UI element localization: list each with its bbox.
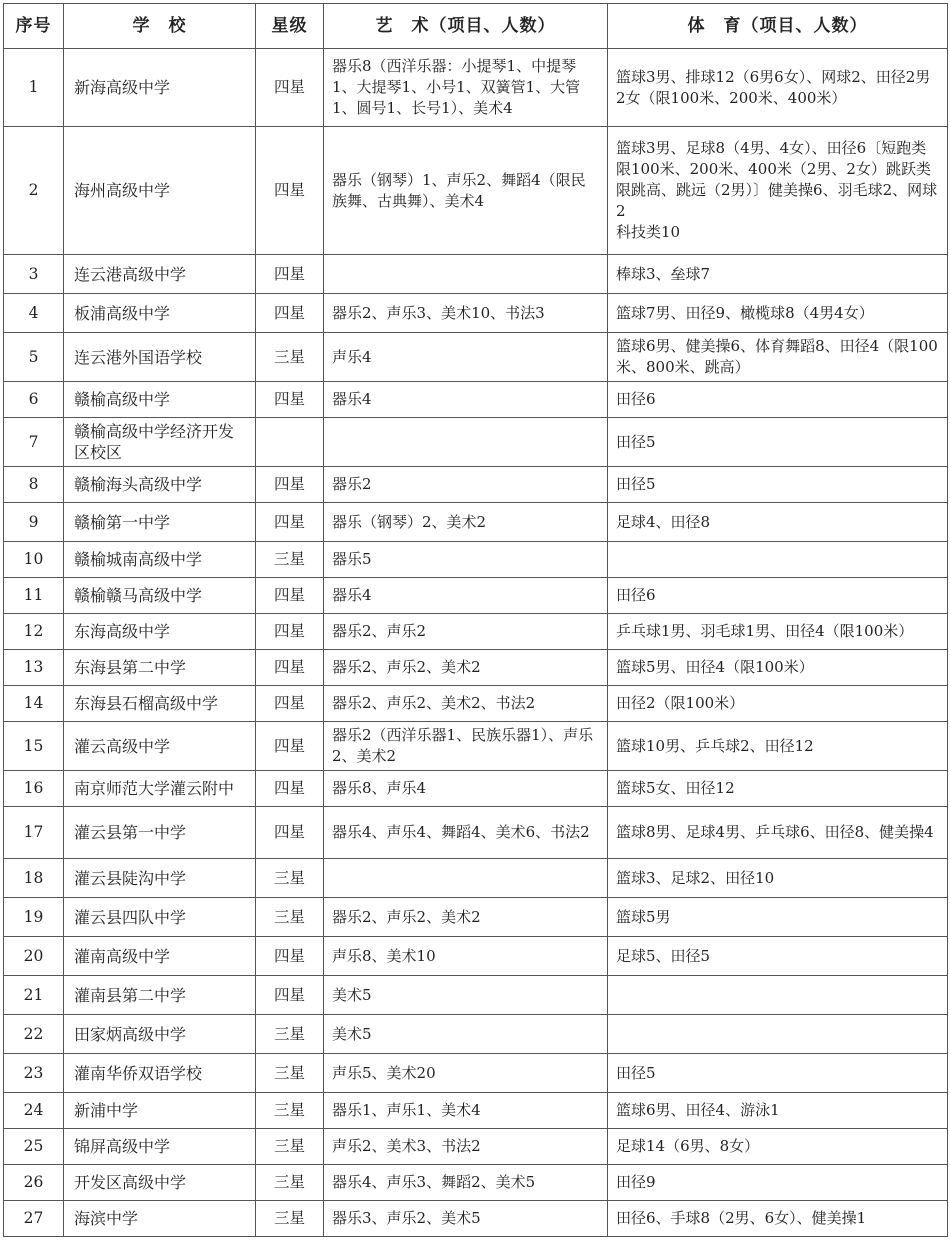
cell-star: 三星	[256, 859, 324, 898]
cell-sport: 篮球3男、排球12（6男6女）、网球2、田径2男2女（限100米、200米、400米）	[608, 49, 948, 127]
table-row	[4, 294, 948, 333]
cell-school: 东海县第二中学	[64, 650, 256, 686]
cell-art: 器乐2	[324, 467, 608, 503]
table-row	[4, 1015, 948, 1054]
cell-star: 四星	[256, 650, 324, 686]
table-row	[4, 467, 948, 503]
cell-school: 赣榆赣马高级中学	[64, 578, 256, 614]
cell-star: 三星	[256, 542, 324, 578]
cell-star: 三星	[256, 1129, 324, 1165]
cell-school: 灌南高级中学	[64, 937, 256, 976]
cell-star: 四星	[256, 614, 324, 650]
table-row	[4, 1129, 948, 1165]
cell-star: 四星	[256, 503, 324, 542]
cell-art	[324, 418, 608, 467]
cell-no: 15	[4, 722, 64, 771]
header-star: 星级	[256, 4, 324, 49]
cell-art	[324, 255, 608, 294]
cell-art: 器乐4、声乐4、舞蹈4、美术6、书法2	[324, 807, 608, 859]
cell-art: 器乐3、声乐2、美术5	[324, 1201, 608, 1237]
cell-sport: 田径9	[608, 1165, 948, 1201]
table-row	[4, 859, 948, 898]
cell-art: 器乐（钢琴）2、美术2	[324, 503, 608, 542]
cell-sport: 田径5	[608, 418, 948, 467]
cell-star	[256, 418, 324, 467]
table-row	[4, 771, 948, 807]
table-row	[4, 1054, 948, 1093]
cell-art: 器乐2、声乐3、美术10、书法3	[324, 294, 608, 333]
cell-school: 板浦高级中学	[64, 294, 256, 333]
cell-no: 6	[4, 382, 64, 418]
cell-no: 14	[4, 686, 64, 722]
cell-school: 赣榆高级中学	[64, 382, 256, 418]
cell-no: 8	[4, 467, 64, 503]
cell-school: 赣榆高级中学经济开发区校区	[64, 418, 256, 467]
cell-no: 3	[4, 255, 64, 294]
cell-star: 四星	[256, 382, 324, 418]
cell-sport: 足球5、田径5	[608, 937, 948, 976]
table-row	[4, 1093, 948, 1129]
cell-school: 连云港高级中学	[64, 255, 256, 294]
cell-art: 器乐（钢琴）1、声乐2、舞蹈4（限民族舞、古典舞）、美术4	[324, 127, 608, 255]
cell-school: 赣榆第一中学	[64, 503, 256, 542]
cell-no: 18	[4, 859, 64, 898]
cell-art: 声乐4	[324, 333, 608, 382]
table-row	[4, 1165, 948, 1201]
cell-art: 器乐8（西洋乐器：小提琴1、中提琴1、大提琴1、小号1、双簧管1、大管1、圆号1、长号1）、美术4	[324, 49, 608, 127]
cell-school: 赣榆海头高级中学	[64, 467, 256, 503]
cell-school: 连云港外国语学校	[64, 333, 256, 382]
cell-art: 器乐2（西洋乐器1、民族乐器1）、声乐2、美术2	[324, 722, 608, 771]
cell-no: 27	[4, 1201, 64, 1237]
cell-school: 灌南华侨双语学校	[64, 1054, 256, 1093]
cell-sport: 篮球5女、田径12	[608, 771, 948, 807]
cell-school: 灌云县四队中学	[64, 898, 256, 937]
cell-no: 16	[4, 771, 64, 807]
cell-star: 四星	[256, 807, 324, 859]
table-row	[4, 127, 948, 255]
cell-sport: 乒乓球1男、羽毛球1男、田径4（限100米）	[608, 614, 948, 650]
cell-art: 器乐4、声乐3、舞蹈2、美术5	[324, 1165, 608, 1201]
cell-no: 10	[4, 542, 64, 578]
cell-sport: 篮球5男、田径4（限100米）	[608, 650, 948, 686]
header-art: 艺 术（项目、人数）	[324, 4, 608, 49]
table-row	[4, 255, 948, 294]
cell-star: 三星	[256, 1093, 324, 1129]
cell-school: 灌云高级中学	[64, 722, 256, 771]
cell-sport: 篮球8男、足球4男、乒乓球6、田径8、健美操4	[608, 807, 948, 859]
cell-star: 四星	[256, 294, 324, 333]
cell-star: 四星	[256, 722, 324, 771]
cell-art: 声乐2、美术3、书法2	[324, 1129, 608, 1165]
cell-school: 南京师范大学灌云附中	[64, 771, 256, 807]
cell-art: 声乐5、美术20	[324, 1054, 608, 1093]
cell-sport	[608, 542, 948, 578]
cell-no: 20	[4, 937, 64, 976]
cell-art: 美术5	[324, 1015, 608, 1054]
cell-no: 7	[4, 418, 64, 467]
cell-art: 器乐5	[324, 542, 608, 578]
cell-sport: 田径6	[608, 382, 948, 418]
cell-art: 器乐2、声乐2	[324, 614, 608, 650]
cell-no: 21	[4, 976, 64, 1015]
cell-school: 锦屏高级中学	[64, 1129, 256, 1165]
cell-no: 25	[4, 1129, 64, 1165]
cell-star: 四星	[256, 686, 324, 722]
cell-sport: 田径5	[608, 1054, 948, 1093]
table-row	[4, 686, 948, 722]
cell-sport: 篮球5男	[608, 898, 948, 937]
table-header-row	[4, 4, 948, 49]
header-no: 序号	[4, 4, 64, 49]
table-body	[4, 49, 948, 1237]
cell-star: 四星	[256, 255, 324, 294]
table-row	[4, 333, 948, 382]
cell-no: 1	[4, 49, 64, 127]
cell-no: 5	[4, 333, 64, 382]
cell-no: 23	[4, 1054, 64, 1093]
cell-school: 新海高级中学	[64, 49, 256, 127]
cell-star: 四星	[256, 578, 324, 614]
cell-no: 2	[4, 127, 64, 255]
cell-no: 11	[4, 578, 64, 614]
cell-no: 17	[4, 807, 64, 859]
cell-star: 四星	[256, 976, 324, 1015]
cell-school: 灌云县第一中学	[64, 807, 256, 859]
cell-art: 器乐2、声乐2、美术2、书法2	[324, 686, 608, 722]
cell-star: 三星	[256, 333, 324, 382]
cell-star: 三星	[256, 1054, 324, 1093]
cell-sport: 田径2（限100米）	[608, 686, 948, 722]
cell-art: 声乐8、美术10	[324, 937, 608, 976]
cell-sport: 篮球6男、健美操6、体育舞蹈8、田径4（限100米、800米、跳高）	[608, 333, 948, 382]
cell-star: 三星	[256, 1015, 324, 1054]
cell-art: 器乐8、声乐4	[324, 771, 608, 807]
schools-table-container	[3, 3, 947, 1237]
cell-no: 4	[4, 294, 64, 333]
cell-art: 器乐1、声乐1、美术4	[324, 1093, 608, 1129]
cell-school: 东海县石榴高级中学	[64, 686, 256, 722]
cell-school: 灌云县陡沟中学	[64, 859, 256, 898]
table-row	[4, 418, 948, 467]
table-row	[4, 976, 948, 1015]
cell-sport: 篮球6男、田径4、游泳1	[608, 1093, 948, 1129]
cell-no: 13	[4, 650, 64, 686]
cell-sport: 足球4、田径8	[608, 503, 948, 542]
table-row	[4, 1201, 948, 1237]
table-row	[4, 722, 948, 771]
cell-star: 四星	[256, 127, 324, 255]
cell-art: 器乐4	[324, 578, 608, 614]
cell-school: 东海高级中学	[64, 614, 256, 650]
cell-school: 海州高级中学	[64, 127, 256, 255]
cell-school: 海滨中学	[64, 1201, 256, 1237]
cell-sport: 棒球3、垒球7	[608, 255, 948, 294]
cell-school: 田家炳高级中学	[64, 1015, 256, 1054]
table-row	[4, 542, 948, 578]
cell-art: 器乐2、声乐2、美术2	[324, 650, 608, 686]
cell-no: 24	[4, 1093, 64, 1129]
table-row	[4, 578, 948, 614]
cell-school: 灌南县第二中学	[64, 976, 256, 1015]
cell-sport	[608, 1015, 948, 1054]
table-row	[4, 382, 948, 418]
cell-art: 美术5	[324, 976, 608, 1015]
cell-art: 器乐4	[324, 382, 608, 418]
table-row	[4, 650, 948, 686]
cell-star: 四星	[256, 49, 324, 127]
table-row	[4, 503, 948, 542]
cell-school: 开发区高级中学	[64, 1165, 256, 1201]
cell-art: 器乐2、声乐2、美术2	[324, 898, 608, 937]
cell-no: 19	[4, 898, 64, 937]
cell-star: 四星	[256, 771, 324, 807]
cell-no: 22	[4, 1015, 64, 1054]
cell-sport: 足球14（6男、8女）	[608, 1129, 948, 1165]
cell-star: 四星	[256, 467, 324, 503]
cell-no: 9	[4, 503, 64, 542]
cell-sport: 田径6、手球8（2男、6女）、健美操1	[608, 1201, 948, 1237]
table-row	[4, 807, 948, 859]
cell-school: 新浦中学	[64, 1093, 256, 1129]
cell-art	[324, 859, 608, 898]
cell-sport: 田径5	[608, 467, 948, 503]
cell-sport: 田径6	[608, 578, 948, 614]
header-school: 学 校	[64, 4, 256, 49]
cell-sport	[608, 976, 948, 1015]
cell-sport: 篮球7男、田径9、橄榄球8（4男4女）	[608, 294, 948, 333]
table-row	[4, 937, 948, 976]
table-row	[4, 49, 948, 127]
cell-star: 三星	[256, 898, 324, 937]
cell-star: 四星	[256, 937, 324, 976]
table-row	[4, 898, 948, 937]
cell-sport: 篮球3男、足球8（4男、4女）、田径6〔短跑类限100米、200米、400米（2男、2女）跳跃类限跳高、跳远（2男）〕健美操6、羽毛球2、网球2 科技类10	[608, 127, 948, 255]
header-sport: 体 育（项目、人数）	[608, 4, 948, 49]
cell-no: 26	[4, 1165, 64, 1201]
table-row	[4, 614, 948, 650]
cell-star: 三星	[256, 1201, 324, 1237]
cell-no: 12	[4, 614, 64, 650]
cell-star: 三星	[256, 1165, 324, 1201]
cell-school: 赣榆城南高级中学	[64, 542, 256, 578]
cell-sport: 篮球10男、乒乓球2、田径12	[608, 722, 948, 771]
schools-table	[3, 3, 948, 1237]
cell-sport: 篮球3、足球2、田径10	[608, 859, 948, 898]
